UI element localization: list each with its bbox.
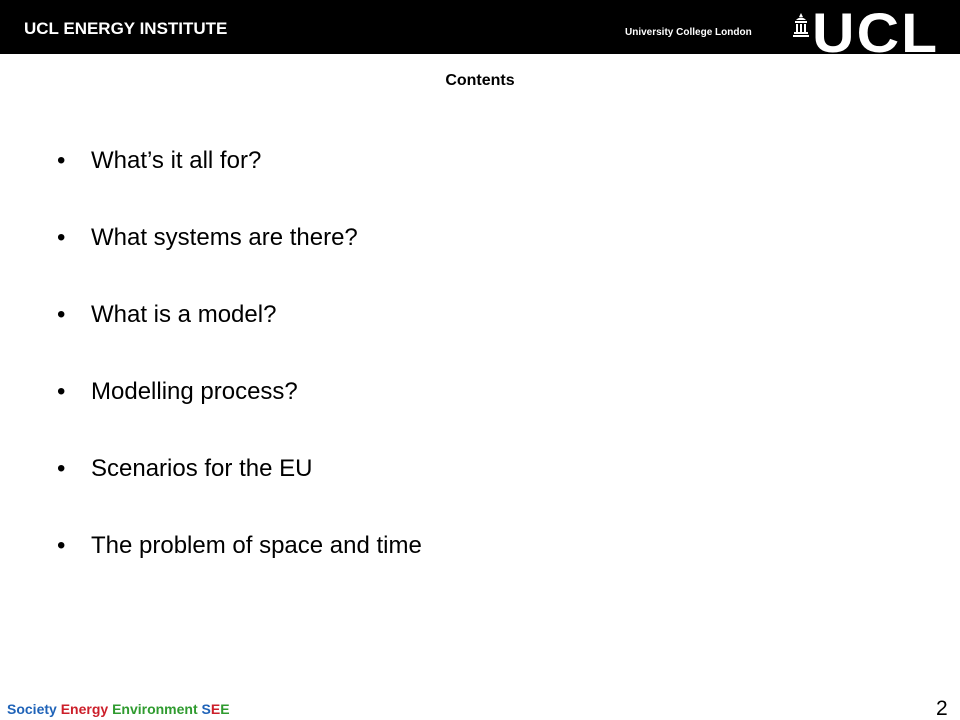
footer-energy: Energy <box>60 701 109 717</box>
contents-item-text: What’s it all for? <box>91 147 262 174</box>
footer-tagline <box>7 702 230 716</box>
university-name: University College London <box>625 27 752 38</box>
page-number: 2 <box>936 697 948 720</box>
header-bar <box>0 0 960 54</box>
portico-icon <box>792 12 810 38</box>
footer-environment: Environment <box>112 701 198 717</box>
footer-society: Society <box>7 701 57 717</box>
ucl-logo <box>792 12 940 54</box>
contents-item-text: Modelling process? <box>91 378 298 405</box>
footer-see-e1: E <box>210 701 221 717</box>
bullet-icon: • <box>57 532 66 559</box>
footer-see <box>202 701 230 717</box>
bullet-icon: • <box>57 378 66 405</box>
contents-item-text: What is a model? <box>91 301 277 328</box>
bullet-icon: • <box>57 455 66 482</box>
contents-item-text: Scenarios for the EU <box>91 455 313 482</box>
bullet-icon: • <box>57 301 66 328</box>
page-title: Contents <box>445 72 515 89</box>
bullet-icon: • <box>57 147 66 174</box>
contents-item-text: What systems are there? <box>91 224 358 251</box>
contents-item-text: The problem of space and time <box>91 532 422 559</box>
footer-see-e2: E <box>220 701 230 717</box>
institute-title: UCL ENERGY INSTITUTE <box>24 19 228 38</box>
ucl-wordmark: UCL <box>812 12 940 54</box>
bullet-icon: • <box>57 224 66 251</box>
footer-see-s: S <box>201 701 211 717</box>
